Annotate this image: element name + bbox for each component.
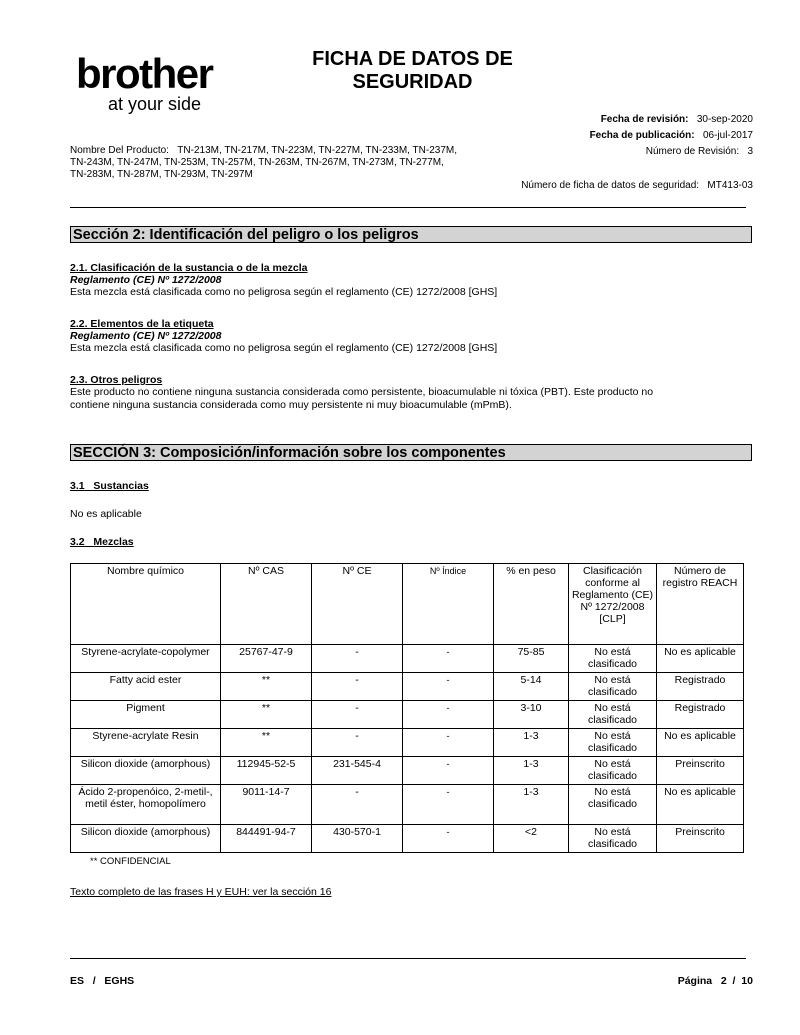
title-line-1: FICHA DE DATOS DE — [312, 48, 513, 70]
section-2-1: 2.1. Clasificación de la sustancia o de la mezcla Reglamento (CE) Nº 1272/2008 Esta mezcla está clasificada como no peligrosa según el reglamento (CE) 1272/2008 [GHS] — [70, 262, 498, 298]
col-weight: % en peso — [494, 564, 569, 645]
footer-divider — [70, 958, 746, 959]
composition-table — [70, 563, 744, 853]
table-header-row — [71, 564, 744, 645]
brother-logo — [76, 50, 236, 114]
section-2-2: 2.2. Elementos de la etiqueta Reglamento (CE) Nº 1272/2008 Esta mezcla está clasificada como no peligrosa según el reglamento (CE) 1272/2008 [GHS] — [70, 318, 498, 354]
col-cas: Nº CAS — [221, 564, 312, 645]
col-clp: Clasificación conforme al Reglamento (CE) Nº 1272/2008 [CLP] — [569, 564, 657, 645]
table-row: Styrene-acrylate Resin ** - - 1-3 No está clasificado No es aplicable — [71, 729, 744, 757]
section-3-1-text: No es aplicable — [70, 508, 142, 520]
col-ce: Nº CE — [312, 564, 403, 645]
logo-tagline: at your side — [108, 94, 202, 114]
col-reach: Número de registro REACH — [657, 564, 744, 645]
title-line-2: SEGURIDAD — [352, 71, 473, 93]
section-2-3: 2.3. Otros peligros Este producto no contiene ninguna sustancia considerada como persistente, bioacumulable ni tóxica (PBT). Este producto no contiene ninguna sustancia considerada como muy persistente ni muy bioacumulable (mPmB). — [70, 374, 654, 411]
revision-date: Fecha de revisión: 30-sep-2020 — [600, 114, 753, 125]
table-row: Silicon dioxide (amorphous) 844491-94-7 430-570-1 - <2 No está clasificado Preinscrito — [71, 825, 744, 853]
section-3-1-title: 3.1 Sustancias — [70, 480, 149, 492]
product-name: Nombre Del Producto: TN-213M, TN-217M, TN-223M, TN-227M, TN-233M, TN-237M, TN-243M, TN-247M, TN-253M, TN-257M, TN-263M, TN-267M, TN-273M, TN-277M, TN-283M, TN-287M, TN-293M, TN-297M — [70, 145, 457, 180]
table-row: Silicon dioxide (amorphous) 112945-52-5 231-545-4 - 1-3 No está clasificado Preinscrito — [71, 757, 744, 785]
header-divider — [70, 207, 746, 208]
document-title — [300, 48, 525, 94]
section-3-heading: SECCIÓN 3: Composición/información sobre los componentes — [70, 444, 752, 461]
table-row: Pigment ** - - 3-10 No está clasificado Registrado — [71, 701, 744, 729]
section-2-heading: Sección 2: Identificación del peligro o los peligros — [70, 226, 752, 243]
sds-number: Número de ficha de datos de seguridad: MT413-03 — [521, 180, 753, 191]
page-number: Página 2 / 10 — [677, 975, 753, 987]
col-index: Nº Índice — [403, 564, 494, 645]
col-chemical-name: Nombre químico — [71, 564, 221, 645]
table-row: Styrene-acrylate-copolymer 25767-47-9 - - 75-85 No está clasificado No es aplicable — [71, 645, 744, 673]
full-text-note: Texto completo de las frases H y EUH: ver la sección 16 — [70, 886, 332, 898]
confidential-footnote: ** CONFIDENCIAL — [90, 856, 171, 867]
table-row: Fatty acid ester ** - - 5-14 No está clasificado Registrado — [71, 673, 744, 701]
revision-number: Número de Revisión: 3 — [645, 146, 753, 157]
table-row: Ácido 2-propenóico, 2-metil-, metil éster, homopolímero 9011-14-7 - - 1-3 No está clasificado No es aplicable — [71, 785, 744, 825]
section-3-2-title: 3.2 Mezclas — [70, 536, 134, 548]
footer-locale: ES / EGHS — [70, 975, 135, 987]
publication-date: Fecha de publicación: 06-jul-2017 — [589, 130, 753, 141]
logo-word: brother — [76, 50, 213, 97]
